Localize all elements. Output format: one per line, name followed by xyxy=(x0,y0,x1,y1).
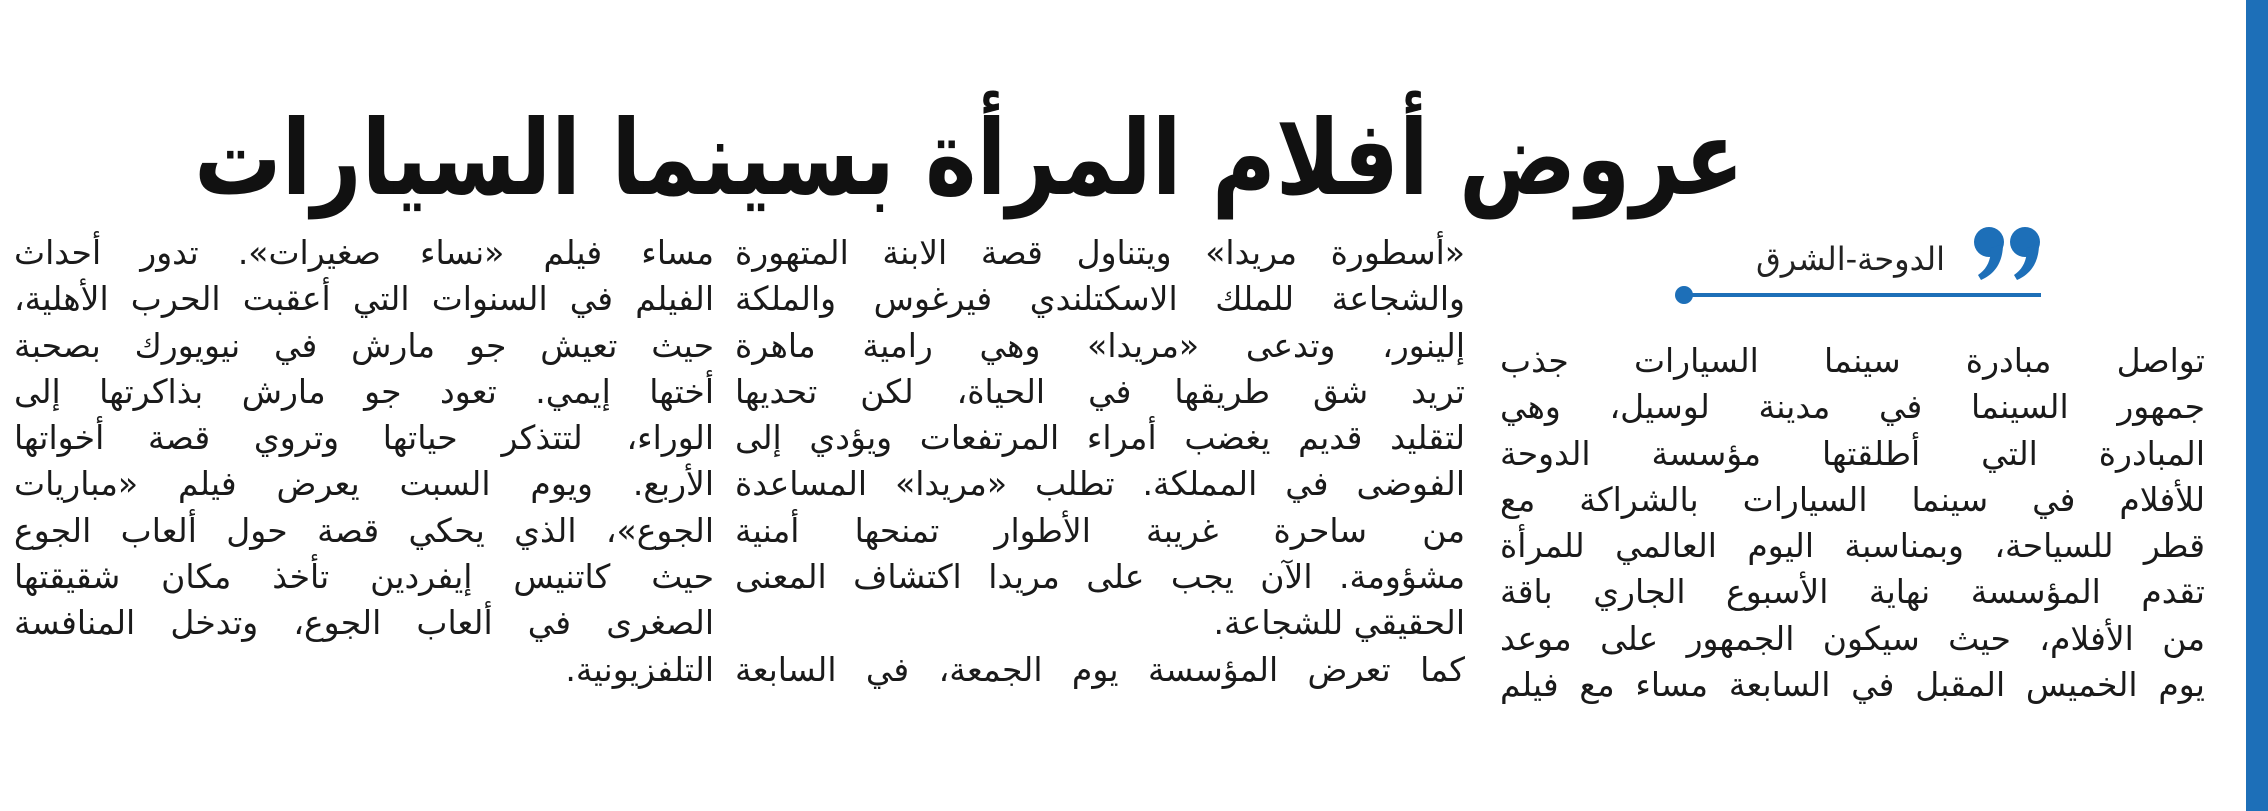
column-line: الحقيقي للشجاعة. xyxy=(1213,603,1465,643)
column-line: والشجاعة للملك الاسكتلندي فيرغوس والملكة xyxy=(735,279,1465,319)
column-line: للأفلام في سينما السيارات بالشراكة مع xyxy=(1500,479,2205,519)
column-line: الصغرى في ألعاب الجوع، وتدخل المنافسة xyxy=(14,603,714,643)
article-column-3 xyxy=(14,230,714,693)
column-line: المبادرة التي أطلقتها مؤسسة الدوحة xyxy=(1500,433,2205,473)
quote-marks-icon xyxy=(1965,222,2045,286)
column-line: جمهور السينما في مدينة لوسيل، وهي xyxy=(1500,387,2205,427)
dateline-rule xyxy=(1681,293,2041,297)
column-line: مشؤومة. الآن يجب على مريدا اكتشاف المعنى xyxy=(735,557,1465,597)
column-line: مساء فيلم «نساء صغيرات». تدور أحداث xyxy=(14,233,714,272)
article-column-1 xyxy=(1500,338,2205,708)
column-line: الأربع. ويوم السبت يعرض فيلم «مباريات xyxy=(14,464,714,504)
column-line: الجوع»، الذي يحكي قصة حول ألعاب الجوع xyxy=(14,510,714,550)
dateline-dot xyxy=(1675,286,1693,304)
column-line: قطر للسياحة، وبمناسبة اليوم العالمي للمرأة xyxy=(1500,526,2205,566)
column-line: الفيلم في السنوات التي أعقبت الحرب الأهلية، xyxy=(14,279,714,319)
article-headline: عروض أفلام المرأة بسينما السيارات xyxy=(194,96,1744,219)
column-line: لتقليد قديم يغضب أمراء المرتفعات ويؤدي إلى xyxy=(735,418,1465,458)
column-line: التلفزيونية. xyxy=(565,649,714,689)
article-column-2 xyxy=(735,230,1465,693)
column-line: كما تعرض المؤسسة يوم الجمعة، في السابعة xyxy=(735,649,1465,689)
dateline xyxy=(1675,222,2045,312)
column-line: تريد شق طريقها في الحياة، لكن تحديها xyxy=(735,371,1465,411)
column-line: أختها إيمي. تعود جو مارش بذاكرتها إلى xyxy=(14,371,714,411)
column-line: حيث تعيش جو مارش في نيويورك بصحبة xyxy=(14,325,714,365)
column-line: تقدم المؤسسة نهاية الأسبوع الجاري باقة xyxy=(1500,572,2205,612)
column-line: «أسطورة مريدا» ويتناول قصة الابنة المتهورة xyxy=(735,233,1465,272)
column-line: تواصل مبادرة سينما السيارات جذب xyxy=(1500,341,2205,380)
column-line: حيث كاتنيس إيفردين تأخذ مكان شقيقتها xyxy=(14,557,714,597)
column-line: من ساحرة غريبة الأطوار تمنحها أمنية xyxy=(735,510,1465,550)
dateline-text: الدوحة-الشرق xyxy=(1755,240,1945,278)
column-line: من الأفلام، حيث سيكون الجمهور على موعد xyxy=(1500,618,2205,658)
accent-side-bar xyxy=(2246,0,2268,811)
column-line: الفوضى في المملكة. تطلب «مريدا» المساعدة xyxy=(735,464,1465,504)
column-line: إلينور، وتدعى «مريدا» وهي رامية ماهرة xyxy=(735,325,1465,365)
column-line: يوم الخميس المقبل في السابعة مساء مع فيلم xyxy=(1500,665,2205,705)
column-line: الوراء، لتتذكر حياتها وتروي قصة أخواتها xyxy=(14,418,714,458)
